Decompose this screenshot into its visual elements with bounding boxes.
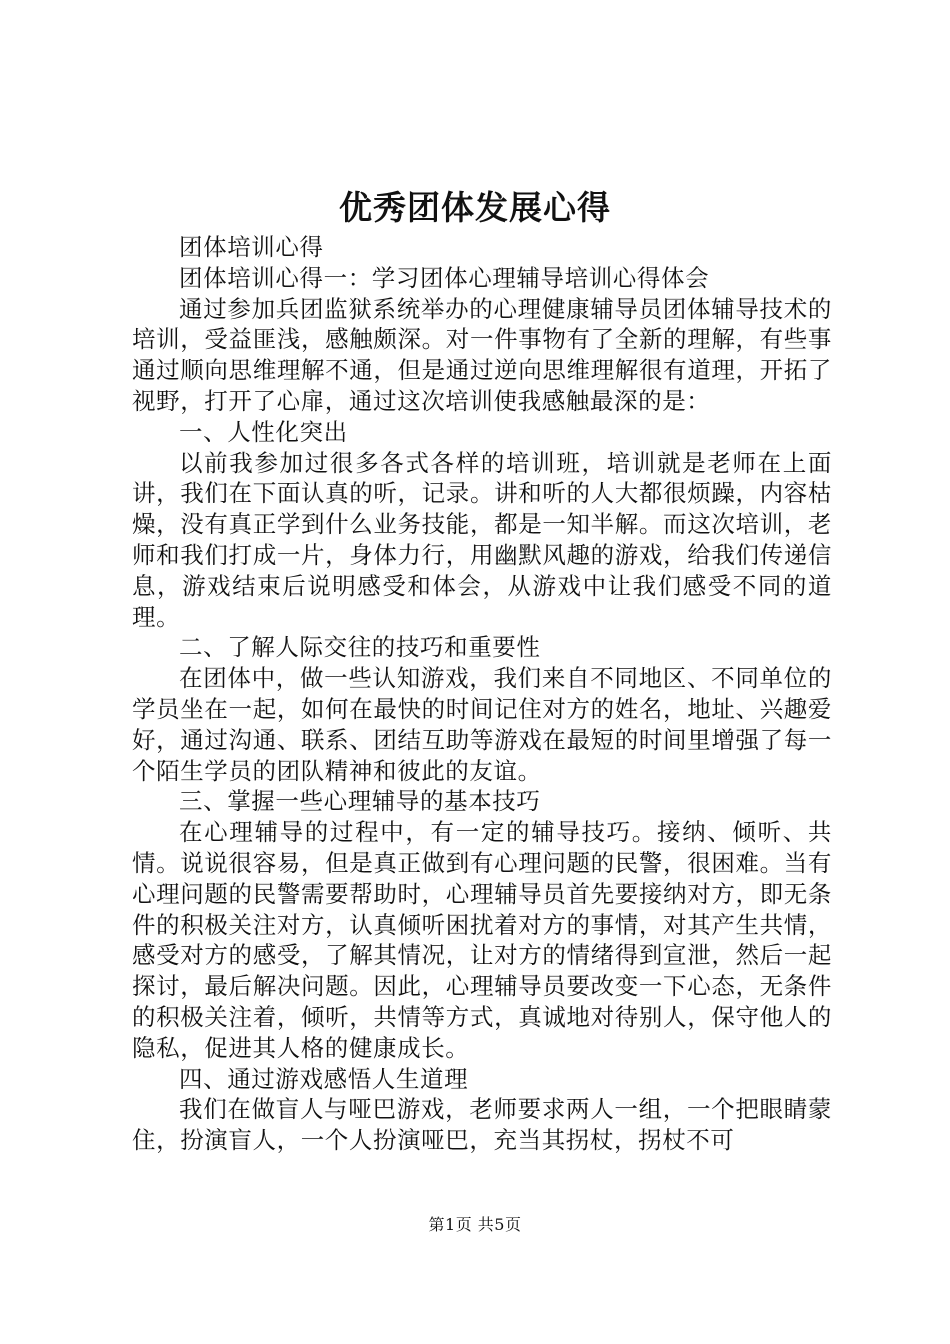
section-heading-3: 三、掌握一些心理辅导的基本技巧	[179, 787, 541, 816]
document-title: 优秀团体发展心得	[339, 188, 611, 227]
paragraph-section-3: 在心理辅导的过程中，有一定的辅导技巧。接纳、倾听、共情。说说很容易，但是真正做到有心理问题的民警，很困难。当有心理问题的民警需要帮助时，心理辅导员首先要接纳对方，即无条件的积极关注对方，认真倾听困扰着对方的事情，对其产生共情，感受对方的感受，了解其情况，让对方的情绪得到宣泄，然后一起探讨，最后解决问题。因此，心理辅导员要改变一下心态，无条件的积极关注着，倾听，共情等方式，真诚地对待别人，保守他人的隐私，促进其人格的健康成长。	[132, 818, 832, 1062]
paragraph-intro: 通过参加兵团监狱系统举办的心理健康辅导员团体辅导技术的培训，受益匪浅，感触颇深。对一件事物有了全新的理解，有些事通过顺向思维理解不通，但是通过逆向思维理解很有道理，开拓了视野，打开了心扉，通过这次培训使我感触最深的是：	[132, 294, 832, 415]
paragraph-section-4: 我们在做盲人与哑巴游戏，老师要求两人一组，一个把眼睛蒙住，扮演盲人，一个人扮演哑巴，充当其拐杖，拐杖不可	[132, 1095, 832, 1155]
paragraph-section-1: 以前我参加过很多各式各样的培训班，培训就是老师在上面讲，我们在下面认真的听，记录。讲和听的人大都很烦躁，内容枯燥，没有真正学到什么业务技能，都是一知半解。而这次培训，老师和我们打成一片，身体力行，用幽默风趣的游戏，给我们传递信息，游戏结束后说明感受和体会，从游戏中让我们感受不同的道理。	[132, 448, 832, 631]
section-heading-1: 一、人性化突出	[179, 417, 348, 446]
section-heading-4: 四、通过游戏感悟人生道理	[179, 1064, 469, 1093]
page-number-footer: 第1页 共5页	[428, 1215, 522, 1234]
paragraph-heading: 团体培训心得	[179, 233, 324, 261]
section-heading-2: 二、了解人际交往的技巧和重要性	[179, 633, 541, 662]
document-body	[132, 232, 832, 1156]
paragraph-subtitle: 团体培训心得一：学习团体心理辅导培训心得体会	[179, 263, 710, 292]
paragraph-section-2: 在团体中，做一些认知游戏，我们来自不同地区、不同单位的学员坐在一起，如何在最快的时间记住对方的姓名，地址、兴趣爱好，通过沟通、联系、团结互助等游戏在最短的时间里增强了每一个陌生学员的团队精神和彼此的友谊。	[132, 664, 832, 785]
